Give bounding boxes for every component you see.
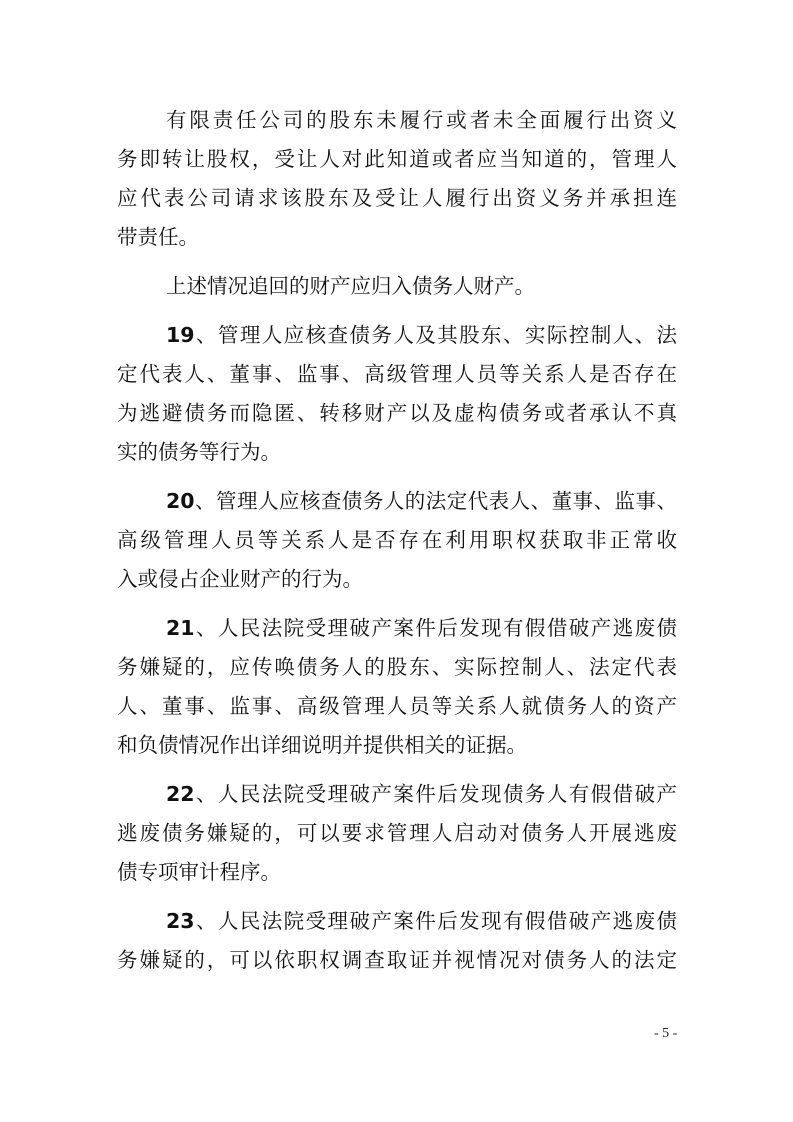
article-number: 20 (166, 489, 195, 513)
paragraph-line: 定代表人、董事、监事、高级管理人员等关系人是否存在 (117, 362, 677, 386)
paragraph-line: 、人民法院受理破产案件后发现有假借破产逃废债 (194, 616, 677, 640)
paragraph-line: 、人民法院受理破产案件后发现有假借破产逃废债 (194, 909, 677, 933)
paragraph-line: 务嫌疑的，可以依职权调查取证并视情况对债务人的法定 (117, 948, 677, 972)
paragraph-line: 入或侵占企业财产的行为。 (117, 567, 363, 591)
paragraph-line: 、管理人应核查债务人的法定代表人、董事、监事、 (194, 489, 677, 513)
paragraph-line: 应代表公司请求该股东及受让人履行出资义务并承担连 (117, 186, 677, 210)
paragraph-line: 债专项审计程序。 (117, 860, 281, 884)
article-20 (117, 482, 677, 599)
paragraph-2 (117, 267, 677, 306)
page-number: - 5 - (654, 1026, 678, 1041)
article-number: 22 (166, 782, 195, 806)
article-22 (117, 775, 677, 892)
paragraph-line: 实的债务等行为。 (117, 440, 281, 464)
paragraph-line: 、管理人应核查债务人及其股东、实际控制人、法 (194, 323, 677, 347)
article-number: 19 (166, 323, 195, 347)
paragraph-line: 和负债情况作出详细说明并提供相关的证据。 (117, 733, 527, 757)
paragraph-line: 人、董事、监事、高级管理人员等关系人就债务人的资产 (117, 694, 677, 718)
article-number: 21 (166, 616, 195, 640)
article-21 (117, 609, 677, 765)
paragraph-line: 务即转让股权，受让人对此知道或者应当知道的，管理人 (117, 147, 677, 171)
paragraph-line: 上述情况追回的财产应归入债务人财产。 (166, 274, 535, 298)
article-number: 23 (166, 909, 195, 933)
paragraph-line: 为逃避债务而隐匿、转移财产以及虚构债务或者承认不真 (117, 401, 677, 425)
paragraph-line: 有限责任公司的股东未履行或者未全面履行出资义 (166, 108, 677, 132)
paragraph-1 (117, 101, 677, 257)
article-19 (117, 316, 677, 472)
paragraph-line: 务嫌疑的，应传唤债务人的股东、实际控制人、法定代表 (117, 655, 677, 679)
paragraph-line: 带责任。 (117, 225, 199, 249)
article-23 (117, 902, 677, 980)
document-body (117, 101, 677, 980)
paragraph-line: 、人民法院受理破产案件后发现债务人有假借破产 (194, 782, 677, 806)
paragraph-line: 逃废债务嫌疑的，可以要求管理人启动对债务人开展逃废 (117, 821, 677, 845)
paragraph-line: 高级管理人员等关系人是否存在利用职权获取非正常收 (117, 528, 677, 552)
